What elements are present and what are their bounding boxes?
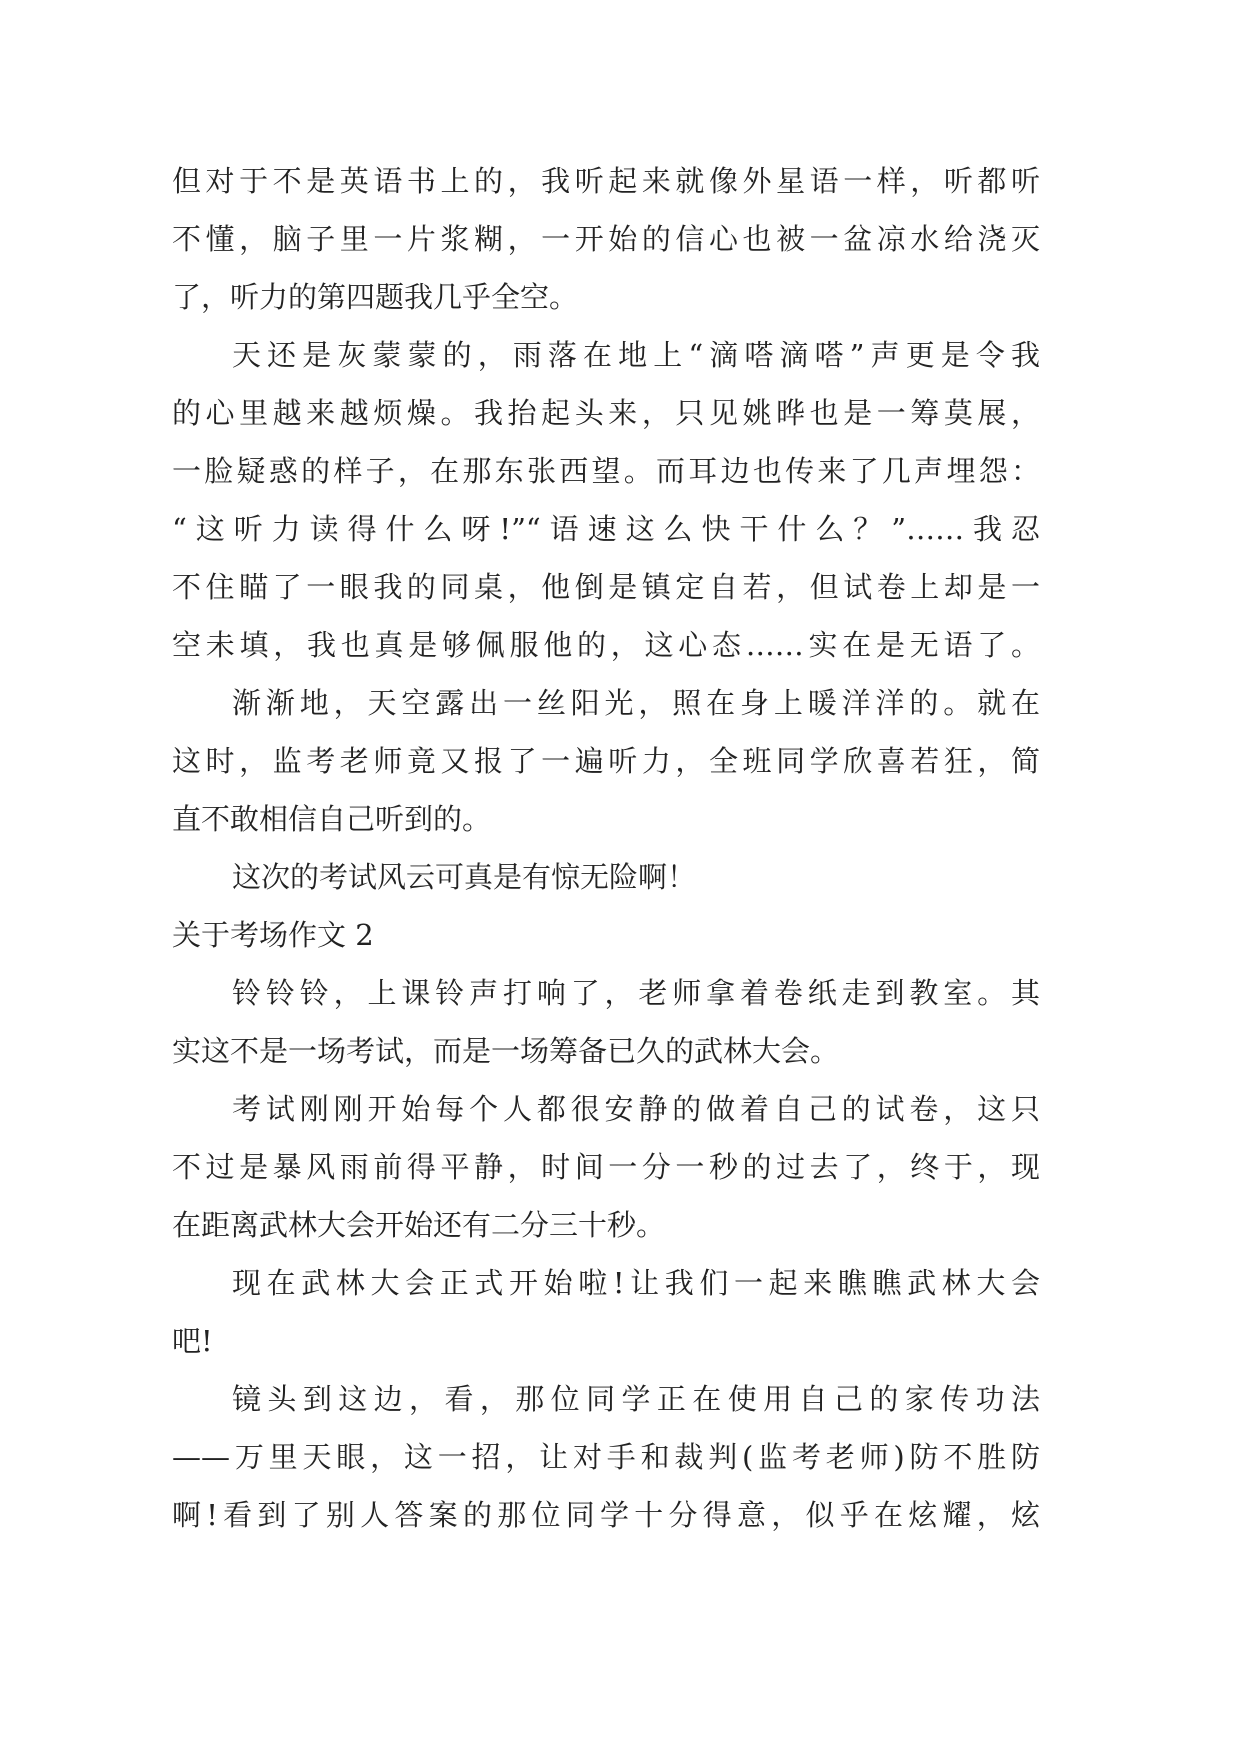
text-line: ——万里天眼，这一招，让对手和裁判(监考老师)防不胜防 bbox=[172, 1440, 1040, 1474]
paragraph bbox=[172, 1370, 1040, 1544]
text-line: 不住瞄了一眼我的同桌，他倒是镇定自若，但试卷上却是一 bbox=[172, 570, 1040, 604]
text-line: 了，听力的第四题我几乎全空。 bbox=[172, 280, 579, 314]
text-line: 这时，监考老师竟又报了一遍听力，全班同学欣喜若狂，简 bbox=[172, 744, 1040, 778]
text-line: 考试刚刚开始每个人都很安静的做着自己的试卷，这只 bbox=[232, 1092, 1040, 1126]
text-line: 不懂，脑子里一片浆糊，一开始的信心也被一盆凉水给浇灭 bbox=[172, 222, 1040, 256]
text-line: 不过是暴风雨前得平静，时间一分一秒的过去了，终于，现 bbox=[172, 1150, 1040, 1184]
text-line: “这听力读得什么呀!”“语速这么快干什么？”……我忍 bbox=[172, 512, 1040, 546]
text-line: 这次的考试风云可真是有惊无险啊！ bbox=[232, 860, 697, 894]
text-line: 现在武林大会正式开始啦!让我们一起来瞧瞧武林大会 bbox=[232, 1266, 1040, 1300]
text-line: 一脸疑惑的样子，在那东张西望。而耳边也传来了几声埋怨： bbox=[172, 454, 1040, 488]
paragraph bbox=[172, 1080, 1040, 1254]
paragraph bbox=[172, 674, 1040, 848]
text-line: 空未填，我也真是够佩服他的，这心态……实在是无语了。 bbox=[172, 628, 1040, 662]
text-line: 镜头到这边，看，那位同学正在使用自己的家传功法 bbox=[232, 1382, 1040, 1416]
text-line: 但对于不是英语书上的，我听起来就像外星语一样，听都听 bbox=[172, 164, 1040, 198]
paragraph bbox=[172, 326, 1040, 674]
text-line: 直不敢相信自己听到的。 bbox=[172, 802, 492, 836]
paragraph bbox=[172, 848, 1040, 906]
paragraph bbox=[172, 152, 1040, 326]
paragraph bbox=[172, 964, 1040, 1080]
paragraph bbox=[172, 1254, 1040, 1370]
text-line: 啊!看到了别人答案的那位同学十分得意，似乎在炫耀，炫 bbox=[172, 1498, 1040, 1532]
text-line: 吧! bbox=[172, 1324, 213, 1358]
text-line: 实这不是一场考试，而是一场筹备已久的武林大会。 bbox=[172, 1034, 840, 1068]
text-line: 铃铃铃，上课铃声打响了，老师拿着卷纸走到教室。其 bbox=[232, 976, 1040, 1010]
text-line: 天还是灰蒙蒙的，雨落在地上“滴嗒滴嗒”声更是令我 bbox=[232, 338, 1040, 372]
text-line: 的心里越来越烦燥。我抬起头来，只见姚晔也是一筹莫展， bbox=[172, 396, 1040, 430]
document-page bbox=[172, 152, 1040, 1544]
text-line: 渐渐地，天空露出一丝阳光，照在身上暖洋洋的。就在 bbox=[232, 686, 1040, 720]
text-line: 在距离武林大会开始还有二分三十秒。 bbox=[172, 1208, 666, 1242]
section-heading: 关于考场作文 2 bbox=[172, 918, 374, 952]
